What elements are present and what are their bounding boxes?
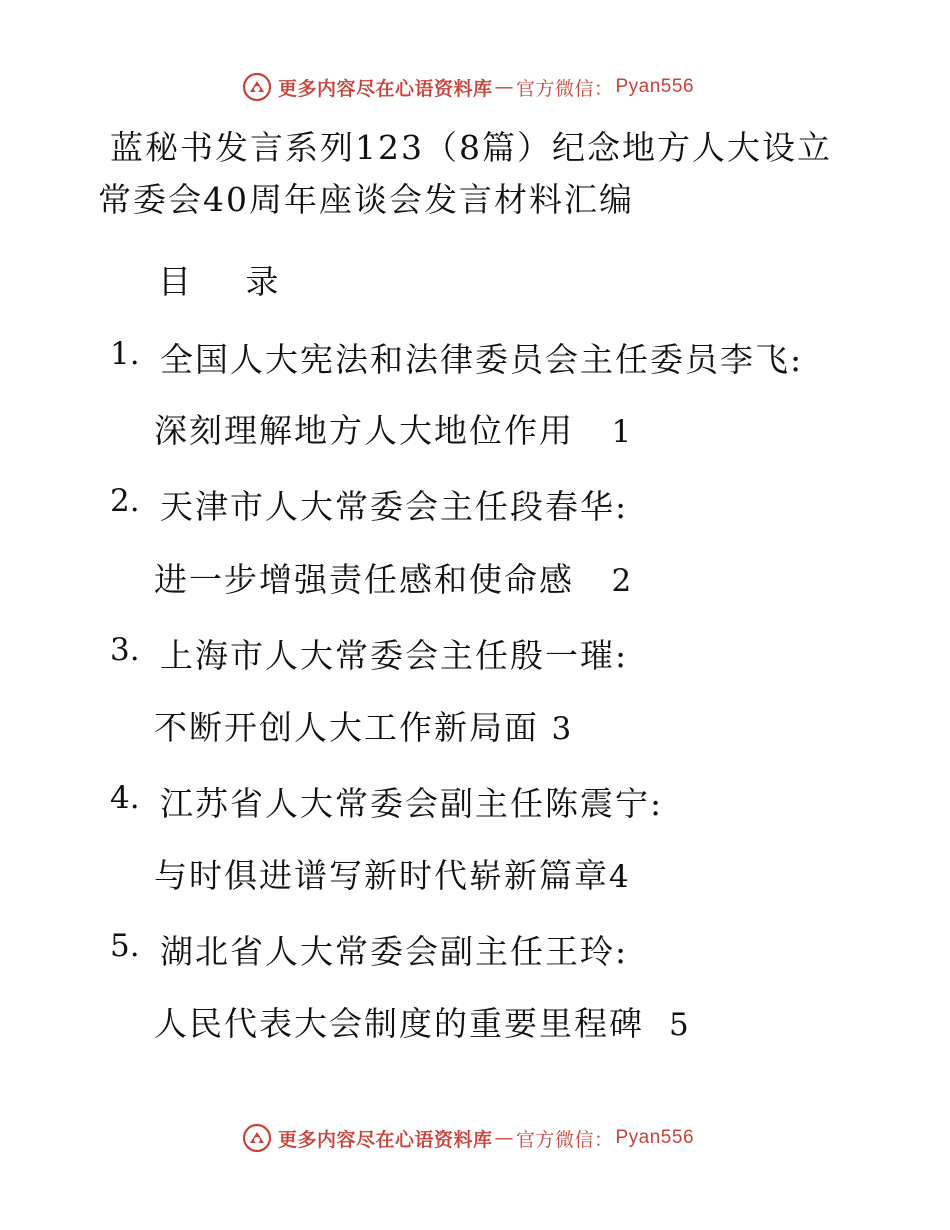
watermark-footer: [0, 1123, 950, 1153]
watermark-wechat-label: 官方微信：: [515, 77, 614, 100]
toc-entry-gap: [574, 411, 611, 450]
document-title: 蓝秘书发言系列123（8篇）纪念地方人大设立常委会40周年座谈会发言材料汇编: [98, 128, 832, 219]
toc-entry-speaker: 天津市人大常委会主任段春华:: [160, 487, 629, 526]
toc-entry-speaker: 全国人大宪法和法律委员会主任委员李飞:: [160, 340, 804, 379]
toc-entry-gap: [644, 1004, 669, 1043]
toc-entry-topic-line: [154, 998, 691, 1045]
toc-entry-gap: [539, 708, 552, 747]
toc-entry-topic: 与时俱进谱写新时代崭新篇章: [154, 856, 609, 895]
toc-entry-topic-line: [154, 702, 573, 749]
watermark-main-text: 更多内容尽在心语资料库: [277, 1128, 493, 1151]
toc-entry-topic: 人民代表大会制度的重要里程碑: [154, 1004, 644, 1043]
watermark-main-text: 更多内容尽在心语资料库: [277, 77, 493, 100]
toc-entry-page-number: 4: [609, 859, 631, 895]
watermark-wechat-id: Pyan556: [615, 1127, 695, 1148]
toc-entry-topic-line: [154, 850, 631, 897]
toc-entry-topic: 不断开创人大工作新局面: [154, 708, 539, 747]
watermark-wechat-id: Pyan556: [615, 76, 695, 97]
toc-entry-page-number: 1: [611, 414, 634, 450]
logo-seal-icon: [242, 1123, 272, 1153]
toc-entry-page-number: 3: [551, 711, 574, 747]
toc-entry-page-number: 2: [611, 563, 634, 599]
toc-entry-number: 1.: [110, 336, 140, 372]
toc-heading: 目 录: [158, 262, 301, 301]
toc-entry-topic: 深刻理解地方人大地位作用: [154, 411, 574, 450]
toc-entry-number: 5.: [110, 928, 140, 964]
toc-entry-speaker: 湖北省人大常委会副主任王玲:: [160, 932, 629, 971]
toc-entry-speaker: 江苏省人大常委会副主任陈震宁:: [160, 784, 664, 823]
toc-entry-number: 4.: [110, 780, 140, 816]
logo-seal-icon: [242, 72, 272, 102]
toc-entry-topic: 进一步增强责任感和使命感: [154, 560, 574, 599]
watermark-header: [0, 72, 950, 102]
watermark-dash: —: [494, 76, 514, 98]
watermark-wechat-label: 官方微信：: [515, 1128, 614, 1151]
toc-entry-topic-line: [154, 554, 633, 601]
toc-entry-page-number: 5: [668, 1007, 691, 1043]
toc-entry-speaker: 上海市人大常委会主任殷一璀:: [160, 636, 629, 675]
toc-entry-gap: [574, 560, 611, 599]
toc-entry-number: 3.: [110, 632, 140, 668]
watermark-dash: —: [494, 1127, 514, 1149]
toc-entry-topic-line: [154, 405, 633, 452]
toc-entry-number: 2.: [110, 483, 140, 519]
